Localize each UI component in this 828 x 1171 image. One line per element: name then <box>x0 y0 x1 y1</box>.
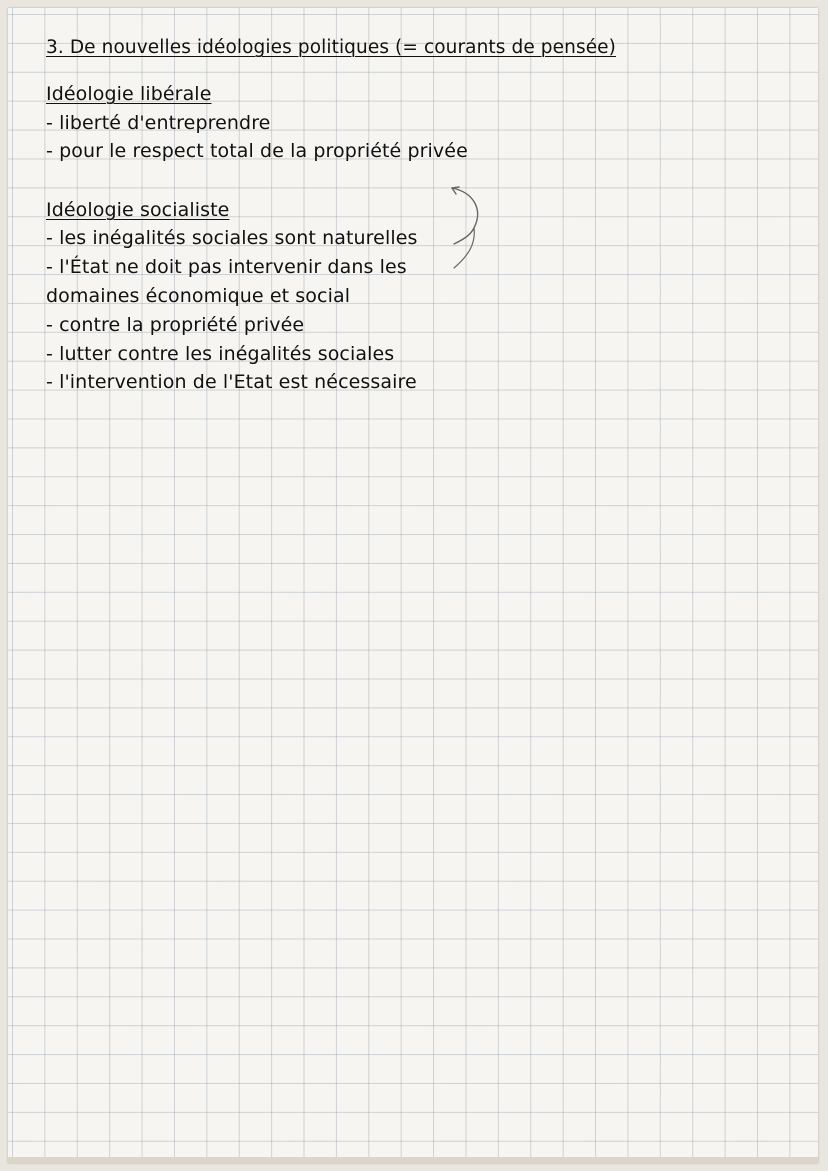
page-title: 3. De nouvelles idéologies politiques (= courants de pensée) <box>46 37 616 58</box>
list-item: - les inégalités sociales sont naturelles <box>46 227 418 249</box>
list-item: - contre la propriété privée <box>46 314 305 336</box>
list-item: - lutter contre les inégalités sociales <box>46 343 395 365</box>
list-item: - pour le respect total de la propriété privée <box>46 140 468 162</box>
notebook-page <box>8 8 818 1163</box>
list-item: - liberté d'entreprendre <box>46 112 271 134</box>
section-heading-liberale: Idéologie libérale <box>46 83 212 105</box>
curved-arrow-icon <box>444 184 488 274</box>
section-heading-socialiste: Idéologie socialiste <box>46 199 230 221</box>
list-item: domaines économique et social <box>46 285 351 307</box>
list-item: - l'intervention de l'Etat est nécessaire <box>46 371 417 393</box>
list-item: - l'État ne doit pas intervenir dans les <box>46 256 407 278</box>
